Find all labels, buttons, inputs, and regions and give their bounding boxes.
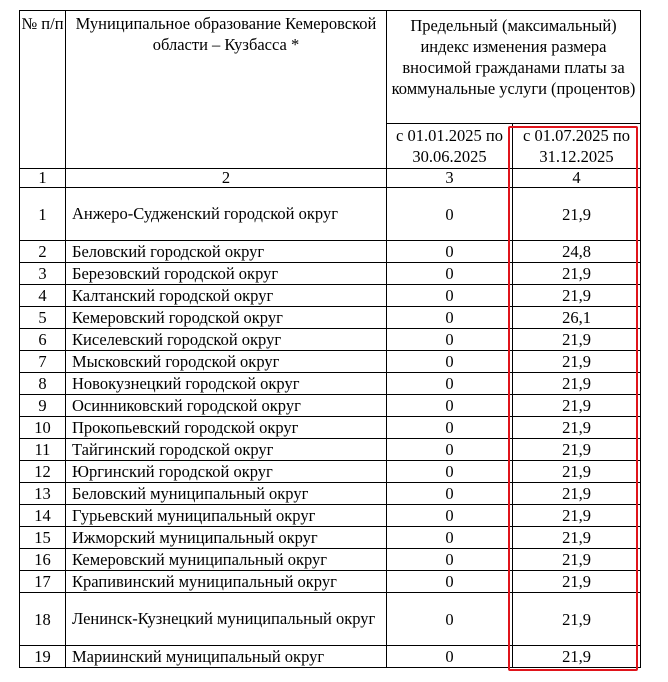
header-index: Предельный (максимальный) индекс изменения размера вносимой гражданами платы за коммунальные услуги (процентов) bbox=[387, 11, 641, 124]
table-row bbox=[20, 241, 641, 263]
table-row bbox=[20, 483, 641, 505]
municipality-name: Мысковский городской округ bbox=[66, 351, 387, 373]
municipality-name: Киселевский городской округ bbox=[66, 329, 387, 351]
municipality-name: Ижморский муниципальный округ bbox=[66, 527, 387, 549]
row-number: 11 bbox=[20, 439, 66, 461]
row-number: 13 bbox=[20, 483, 66, 505]
table-row bbox=[20, 527, 641, 549]
municipality-name: Кемеровский городской округ bbox=[66, 307, 387, 329]
tariff-index-table bbox=[19, 10, 641, 668]
index-period-1: 0 bbox=[387, 373, 513, 395]
index-period-1: 0 bbox=[387, 505, 513, 527]
table-row bbox=[20, 461, 641, 483]
row-number: 3 bbox=[20, 263, 66, 285]
index-period-2: 21,9 bbox=[513, 188, 641, 241]
municipality-name: Кемеровский муниципальный округ bbox=[66, 549, 387, 571]
index-period-1: 0 bbox=[387, 439, 513, 461]
header-period-1: с 01.01.2025 по 30.06.2025 bbox=[387, 124, 513, 169]
header-municipality: Муниципальное образование Кемеровской области – Кузбасса * bbox=[66, 11, 387, 169]
municipality-name: Мариинский муниципальный округ bbox=[66, 646, 387, 668]
index-period-2: 21,9 bbox=[513, 285, 641, 307]
table-row bbox=[20, 285, 641, 307]
table-row bbox=[20, 263, 641, 285]
table-row bbox=[20, 593, 641, 646]
index-period-1: 0 bbox=[387, 188, 513, 241]
municipality-name: Калтанский городской округ bbox=[66, 285, 387, 307]
row-number: 7 bbox=[20, 351, 66, 373]
municipality-name: Осинниковский городской округ bbox=[66, 395, 387, 417]
index-period-2: 21,9 bbox=[513, 571, 641, 593]
municipality-name: Гурьевский муниципальный округ bbox=[66, 505, 387, 527]
index-period-1: 0 bbox=[387, 395, 513, 417]
index-period-2: 21,9 bbox=[513, 646, 641, 668]
row-number: 18 bbox=[20, 593, 66, 646]
municipality-name: Прокопьевский городской округ bbox=[66, 417, 387, 439]
municipality-name: Новокузнецкий городской округ bbox=[66, 373, 387, 395]
row-number: 5 bbox=[20, 307, 66, 329]
index-period-1: 0 bbox=[387, 417, 513, 439]
col-number: 1 bbox=[20, 169, 66, 188]
table-row bbox=[20, 505, 641, 527]
index-period-1: 0 bbox=[387, 329, 513, 351]
row-number: 2 bbox=[20, 241, 66, 263]
table-body bbox=[20, 188, 641, 668]
index-period-2: 21,9 bbox=[513, 593, 641, 646]
row-number: 1 bbox=[20, 188, 66, 241]
index-period-1: 0 bbox=[387, 285, 513, 307]
table-row bbox=[20, 373, 641, 395]
table-row bbox=[20, 351, 641, 373]
municipality-name: Юргинский городской округ bbox=[66, 461, 387, 483]
municipality-name: Березовский городской округ bbox=[66, 263, 387, 285]
index-period-1: 0 bbox=[387, 307, 513, 329]
row-number: 10 bbox=[20, 417, 66, 439]
table-row bbox=[20, 188, 641, 241]
index-period-2: 26,1 bbox=[513, 307, 641, 329]
index-period-2: 21,9 bbox=[513, 549, 641, 571]
index-period-2: 24,8 bbox=[513, 241, 641, 263]
municipality-name: Ленинск-Кузнецкий муниципальный округ bbox=[66, 593, 387, 646]
index-period-2: 21,9 bbox=[513, 439, 641, 461]
index-period-1: 0 bbox=[387, 527, 513, 549]
index-period-1: 0 bbox=[387, 571, 513, 593]
index-period-2: 21,9 bbox=[513, 263, 641, 285]
municipality-name: Беловский муниципальный округ bbox=[66, 483, 387, 505]
row-number: 9 bbox=[20, 395, 66, 417]
index-period-2: 21,9 bbox=[513, 505, 641, 527]
index-period-1: 0 bbox=[387, 483, 513, 505]
municipality-name: Беловский городской округ bbox=[66, 241, 387, 263]
index-period-2: 21,9 bbox=[513, 329, 641, 351]
row-number: 17 bbox=[20, 571, 66, 593]
index-period-2: 21,9 bbox=[513, 351, 641, 373]
municipality-name: Анжеро-Судженский городской округ bbox=[66, 188, 387, 241]
index-period-2: 21,9 bbox=[513, 417, 641, 439]
row-number: 14 bbox=[20, 505, 66, 527]
index-period-1: 0 bbox=[387, 461, 513, 483]
header-period-2: с 01.07.2025 по 31.12.2025 bbox=[513, 124, 641, 169]
municipality-name: Крапивинский муниципальный округ bbox=[66, 571, 387, 593]
row-number: 6 bbox=[20, 329, 66, 351]
index-period-1: 0 bbox=[387, 351, 513, 373]
index-period-1: 0 bbox=[387, 646, 513, 668]
row-number: 15 bbox=[20, 527, 66, 549]
table-row bbox=[20, 307, 641, 329]
table-row bbox=[20, 395, 641, 417]
index-period-2: 21,9 bbox=[513, 527, 641, 549]
table-row bbox=[20, 329, 641, 351]
row-number: 16 bbox=[20, 549, 66, 571]
table-row bbox=[20, 417, 641, 439]
row-number: 19 bbox=[20, 646, 66, 668]
index-period-1: 0 bbox=[387, 549, 513, 571]
index-period-1: 0 bbox=[387, 593, 513, 646]
index-period-2: 21,9 bbox=[513, 395, 641, 417]
index-period-1: 0 bbox=[387, 241, 513, 263]
table-row bbox=[20, 571, 641, 593]
col-number: 4 bbox=[513, 169, 641, 188]
header-num: № п/п bbox=[20, 11, 66, 169]
col-number: 2 bbox=[66, 169, 387, 188]
index-period-2: 21,9 bbox=[513, 373, 641, 395]
municipality-name: Тайгинский городской округ bbox=[66, 439, 387, 461]
index-period-1: 0 bbox=[387, 263, 513, 285]
table-row bbox=[20, 439, 641, 461]
index-period-2: 21,9 bbox=[513, 461, 641, 483]
index-period-2: 21,9 bbox=[513, 483, 641, 505]
row-number: 4 bbox=[20, 285, 66, 307]
table-row bbox=[20, 646, 641, 668]
col-number: 3 bbox=[387, 169, 513, 188]
table-row bbox=[20, 549, 641, 571]
row-number: 12 bbox=[20, 461, 66, 483]
row-number: 8 bbox=[20, 373, 66, 395]
